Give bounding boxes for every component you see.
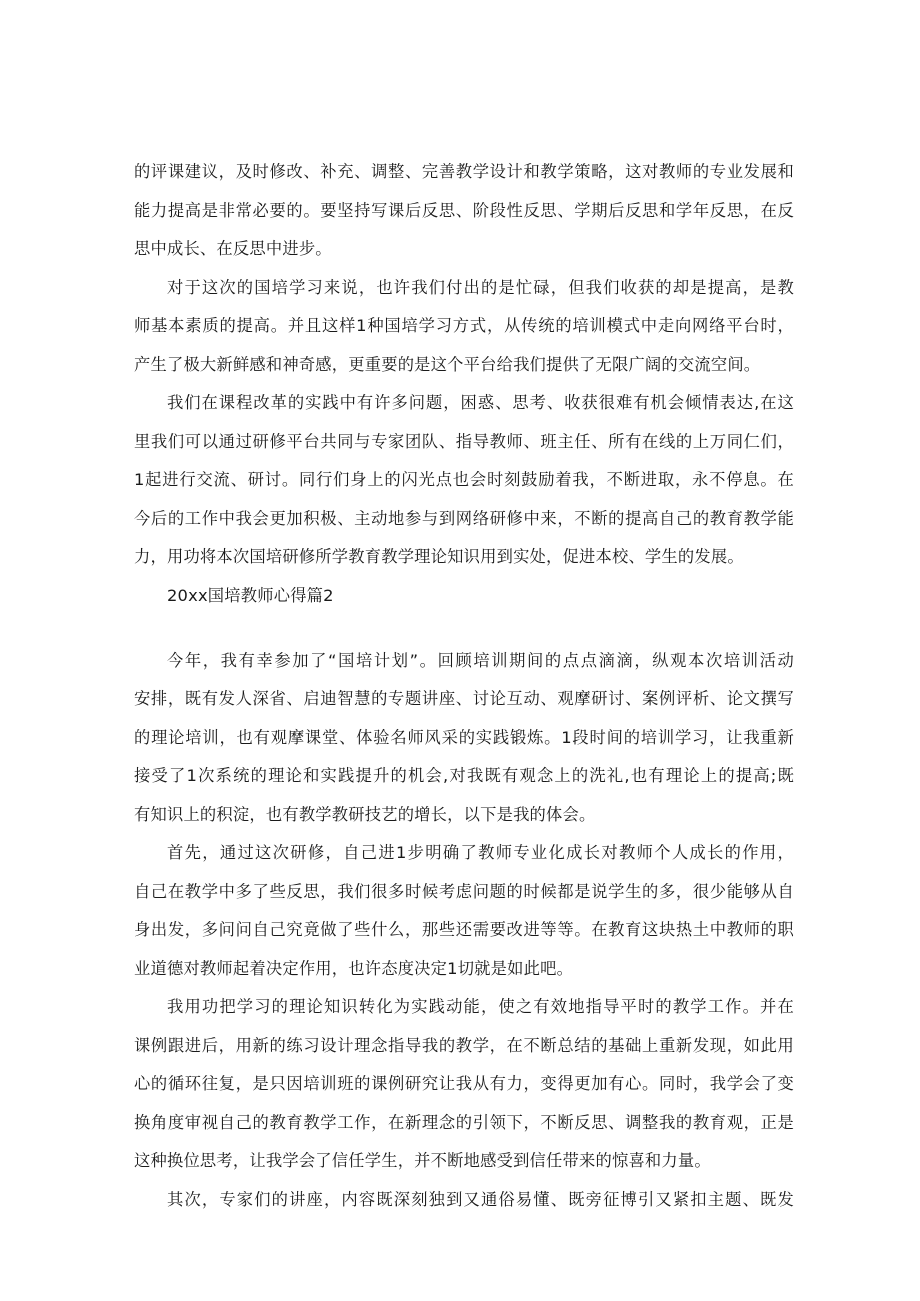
text-line: 力，用功将本次国培研修所学教育教学理论知识用到实处，促进本校、学生的发展。 [134,547,744,566]
text-line: 心的循环往复，是只因培训班的课例研究让我从有力，变得更加有心。同时，我学会了变 [134,1074,794,1093]
text-line: 其次，专家们的讲座，内容既深刻独到又通俗易懂、既旁征博引又紧扣主题、既发 [167,1189,794,1209]
text-line: 业道德对教师起着决定作用，也许态度决定1切就是如此吧。 [134,958,574,978]
text-line: 自己在教学中多了些反思，我们很多时候考虑问题的时候都是说学生的多，很少能够从自 [134,881,794,901]
text-line: 换角度审视自己的教育教学工作，在新理念的引领下，不断反思、调整我的教育观，正是 [134,1112,794,1132]
paragraph [134,843,794,979]
text-line: 这种换位思考，让我学会了信任学生，并不断地感受到信任带来的惊喜和力量。 [134,1151,711,1170]
text-line: 对于这次的国培学习来说，也许我们付出的是忙碌，但我们收获的却是提高，是教 [167,277,794,297]
document-body [134,162,794,1210]
text-line: 首先，通过这次研修，自己进1步明确了教师专业化成长对教师个人成长的作用， [167,843,794,862]
text-line: 的理论培训，也有观摩课堂、体验名师风采的实践锻炼。1段时间的培训学习，让我重新 [134,727,794,747]
text-line: 里我们可以通过研修平台共同与专家团队、指导教师、班主任、所有在线的上万同仁们， [134,431,794,451]
paragraph [134,393,794,567]
paragraph [134,1190,794,1210]
paragraph [134,997,794,1171]
section-heading: 20xx国培教师心得篇2 [167,585,334,605]
text-line: 有知识上的积淀，也有教学教研技艺的增长，以下是我的体会。 [134,804,596,824]
text-line: 1起进行交流、研讨。同行们身上的闪光点也会时刻鼓励着我，不断进取，永不停息。在 [134,470,794,489]
text-line: 思中成长、在反思中进步。 [134,239,332,258]
text-line: 今后的工作中我会更加积极、主动地参与到网络研修中来，不断的提高自己的教育教学能 [134,508,794,528]
text-line: 我们在课程改革的实践中有许多问题，困惑、思考、收获很难有机会倾情表达,在这 [167,393,794,412]
text-line: 身出发，多问问自己究竟做了些什么，那些还需要改进等等。在教育这块热土中教师的职 [134,920,794,939]
paragraph [134,162,794,259]
text-line: 的评课建议，及时修改、补充、调整、完善教学设计和教学策略，这对教师的专业发展和 [134,162,794,181]
text-line: 我用功把学习的理论知识转化为实践动能，使之有效地指导平时的教学工作。并在 [167,997,794,1016]
text-line: 产生了极大新鲜感和神奇感，更重要的是这个平台给我们提供了无限广阔的交流空间。 [134,354,761,374]
text-line: 接受了1次系统的理论和实践提升的机会,对我既有观念上的洗礼,也有理论上的提高;既 [134,766,794,785]
text-line: 师基本素质的提高。并且这样1种国培学习方式，从传统的培训模式中走向网络平台时， [134,316,794,335]
text-line: 安排，既有发人深省、启迪智慧的专题讲座、讨论互动、观摩研讨、案例评析、论文撰写 [134,689,794,708]
text-line: 课例跟进后，用新的练习设计理念指导我的教学，在不断总结的基础上重新发现，如此用 [134,1035,794,1055]
paragraph [134,278,794,375]
text-line: 今年，我有幸参加了“国培计划”。回顾培训期间的点点滴滴，纵观本次培训活动 [167,650,794,670]
paragraph [134,651,794,825]
text-line: 能力提高是非常必要的。要坚持写课后反思、阶段性反思、学期后反思和学年反思，在反 [134,200,794,220]
